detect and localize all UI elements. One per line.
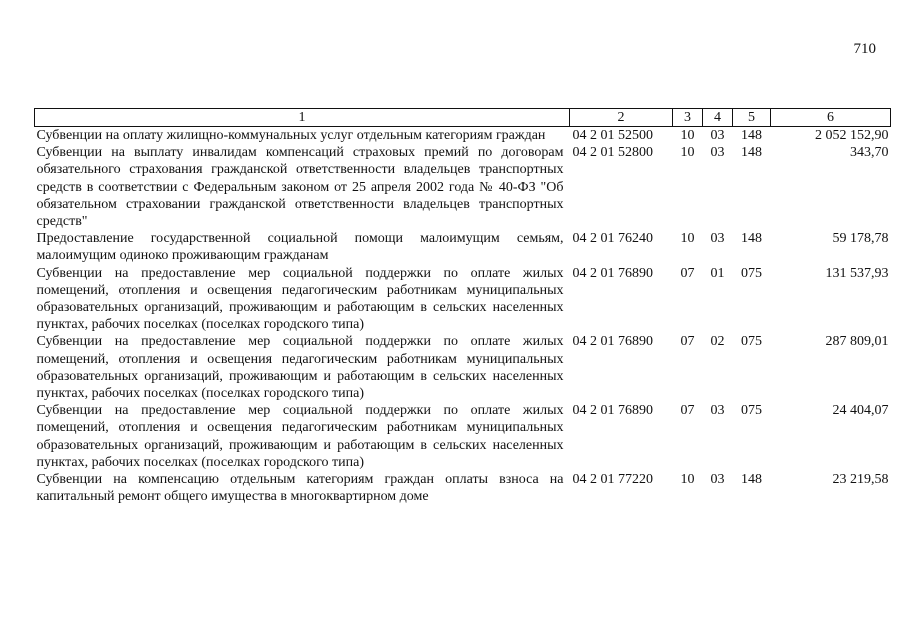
row-subsection: 03: [710, 231, 725, 247]
row-type: 075: [741, 265, 762, 281]
table-row: [35, 471, 891, 505]
row-type: 148: [741, 472, 762, 488]
table-row: [35, 144, 891, 230]
table-row: [35, 265, 891, 334]
row-section: 07: [680, 403, 695, 419]
row-subsection: 03: [710, 145, 725, 161]
row-subsection: 03: [710, 472, 725, 488]
row-subsection: 03: [710, 403, 725, 419]
row-amount: 287 809,01: [825, 334, 889, 350]
row-type: 075: [741, 403, 762, 419]
row-type: 075: [741, 334, 762, 350]
row-section: 07: [680, 265, 695, 281]
row-type: 148: [741, 128, 762, 143]
row-amount: 59 178,78: [832, 231, 889, 247]
row-amount: 131 537,93: [825, 265, 889, 281]
column-header-subsection: 4: [703, 109, 733, 127]
column-header-section: 3: [673, 109, 703, 127]
column-header-type: 5: [733, 109, 771, 127]
row-section: 10: [680, 145, 695, 161]
row-code: 04 2 01 77220: [572, 472, 653, 488]
row-description: Субвенции на предоставление мер социальной поддержки по оплате жилых помещений, отопления и освещения педагогическим работникам муниципальных образовательных организаций, проживающим и работающим в сельских населенных пунктах, рабочих поселках (поселках городского типа): [36, 265, 564, 333]
row-code: 04 2 01 76890: [572, 334, 653, 350]
table-row: [35, 230, 891, 264]
row-type: 148: [741, 231, 762, 247]
row-description: Субвенции на предоставление мер социальной поддержки по оплате жилых помещений, отопления и освещения педагогическим работникам муниципальных образовательных организаций, проживающим и работающим в сельских населенных пунктах, рабочих поселках (поселках городского типа): [36, 334, 564, 402]
table-header-row: [35, 109, 891, 127]
row-code: 04 2 01 52500: [572, 128, 653, 143]
row-description: Субвенции на предоставление мер социальной поддержки по оплате жилых помещений, отопления и освещения педагогическим работникам муниципальных образовательных организаций, проживающим и работающим в сельских населенных пунктах, рабочих поселках (поселках городского типа): [36, 403, 564, 470]
row-section: 10: [680, 231, 695, 247]
row-code: 04 2 01 76890: [572, 403, 653, 419]
row-description: Субвенции на компенсацию отдельным категориям граждан оплаты взноса на капитальный ремонт общего имущества в многоквартирном доме: [36, 472, 564, 505]
row-code: 04 2 01 52800: [572, 145, 653, 161]
table-row: [35, 333, 891, 402]
table-row: [35, 402, 891, 471]
row-description: Предоставление государственной социальной помощи малоимущим семьям, малоимущим одиноко проживающим гражданам: [36, 231, 564, 264]
page-number: 710: [853, 41, 876, 57]
row-type: 148: [741, 145, 762, 161]
column-header-amount: 6: [771, 109, 891, 127]
row-amount: 24 404,07: [832, 403, 889, 419]
row-subsection: 02: [710, 334, 725, 350]
row-description: Субвенции на оплату жилищно-коммунальных услуг отдельным категориям граждан: [36, 128, 546, 143]
row-amount: 2 052 152,90: [815, 128, 889, 143]
row-code: 04 2 01 76890: [572, 265, 653, 281]
column-header-code: 2: [570, 109, 673, 127]
row-section: 10: [680, 128, 695, 143]
row-subsection: 01: [710, 265, 725, 281]
row-section: 10: [680, 472, 695, 488]
row-description: Субвенции на выплату инвалидам компенсаций страховых премий по договорам обязательного страхования гражданской ответственности владельцев транспортных средств в соответствии с Федеральным законом от 25 апреля 2002 года № 40-ФЗ "Об обязательном страховании гражданской ответственности владельцев транспортных средств": [36, 145, 564, 230]
row-amount: 23 219,58: [832, 472, 889, 488]
row-subsection: 03: [710, 128, 725, 143]
column-header-description: 1: [35, 109, 570, 127]
row-section: 07: [680, 334, 695, 350]
row-amount: 343,70: [850, 145, 889, 161]
table-row: [35, 127, 891, 145]
row-code: 04 2 01 76240: [572, 231, 653, 247]
budget-table: [34, 108, 891, 505]
